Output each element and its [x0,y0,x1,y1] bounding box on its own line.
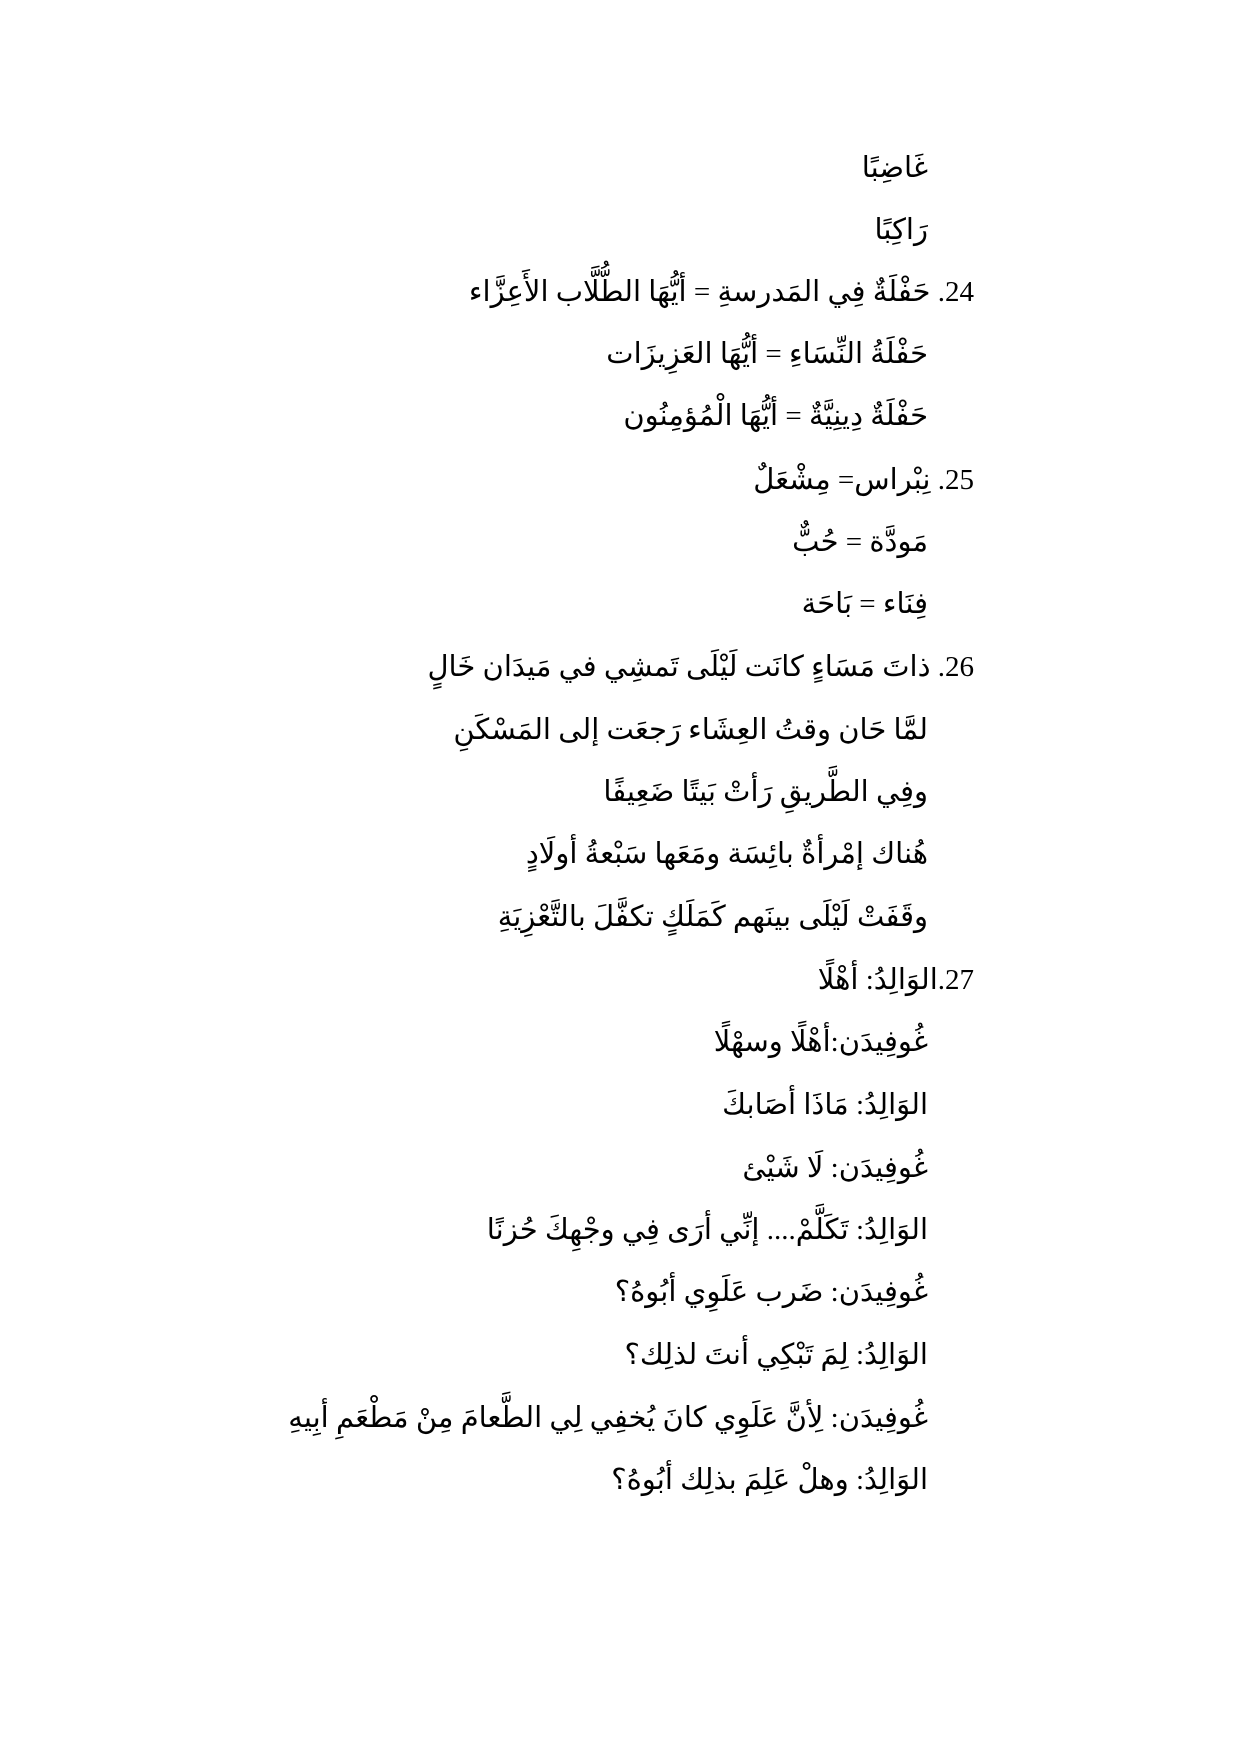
text-line: 25. نِبْراس= مِشْعَلٌ [753,464,974,496]
text-line: مَودَّة = حُبٌّ [792,526,928,558]
text-line: وقَفَتْ لَيْلَى بينَهم كَمَلَكٍ تكفَّلَ بالتَّعْزِيَةِ [497,901,928,933]
text-line: الوَالِدُ: وهلْ عَلِمَ بذلِك أبُوهُ؟ [611,1464,928,1496]
text-line: حَفْلَةٌ دِينِيَّةٌ = أيُّهَا الْمُؤمِنُون [623,400,928,432]
text-line: غُوفِيدَن:أهْلًا وسهْلًا [713,1026,928,1058]
text-line: الوَالِدُ: مَاذَا أصَابكَ [722,1089,928,1121]
text-line: غَاضِبًا [861,152,928,184]
text-line: الوَالِدُ: لِمَ تَبْكِي أنتَ لذلِك؟ [624,1339,928,1371]
text-line: حَفْلَةُ النِّسَاءِ = أيُّهَا العَزِيزَات [606,338,928,370]
text-line: الوَالِدُ: تَكَلَّمْ.... إنِّي أرَى فِي وجْهِكَ حُزنًا [486,1214,928,1246]
text-line: فِنَاء = بَاحَة [801,588,928,620]
text-line: غُوفِيدَن: لَا شَيْئ [742,1152,928,1184]
text-line: هُناك إمْرأةٌ بائِسَة ومَعَها سَبْعةُ أولَادٍ [525,838,928,870]
text-line: غُوفِيدَن: لِأنَّ عَلَوِي كانَ يُخفِي لِي الطَّعامَ مِنْ مَطْعَمِ أبِيهِ [288,1402,928,1434]
text-line: وفِي الطَّريقِ رَأتْ بَيتًا ضَعِيفًا [603,776,928,808]
text-line: 26. ذاتَ مَسَاءٍ كانَت لَيْلَى تَمشِي في مَيدَان خَالٍ [427,651,974,683]
text-line: رَاكِبًا [874,214,928,246]
text-line: 27.الوَالِدُ: أهْلًا [817,964,974,996]
text-line: غُوفِيدَن: ضَرب عَلَوِي أبُوهُ؟ [614,1276,928,1308]
text-line: 24. حَفْلَةٌ فِي المَدرسةِ = أيُّهَا الطُّلَّاب الأَعِزَّاء [468,276,974,308]
text-line: لمَّا حَان وقتُ العِشَاء رَجعَت إلى المَسْكَنِ [453,714,928,746]
